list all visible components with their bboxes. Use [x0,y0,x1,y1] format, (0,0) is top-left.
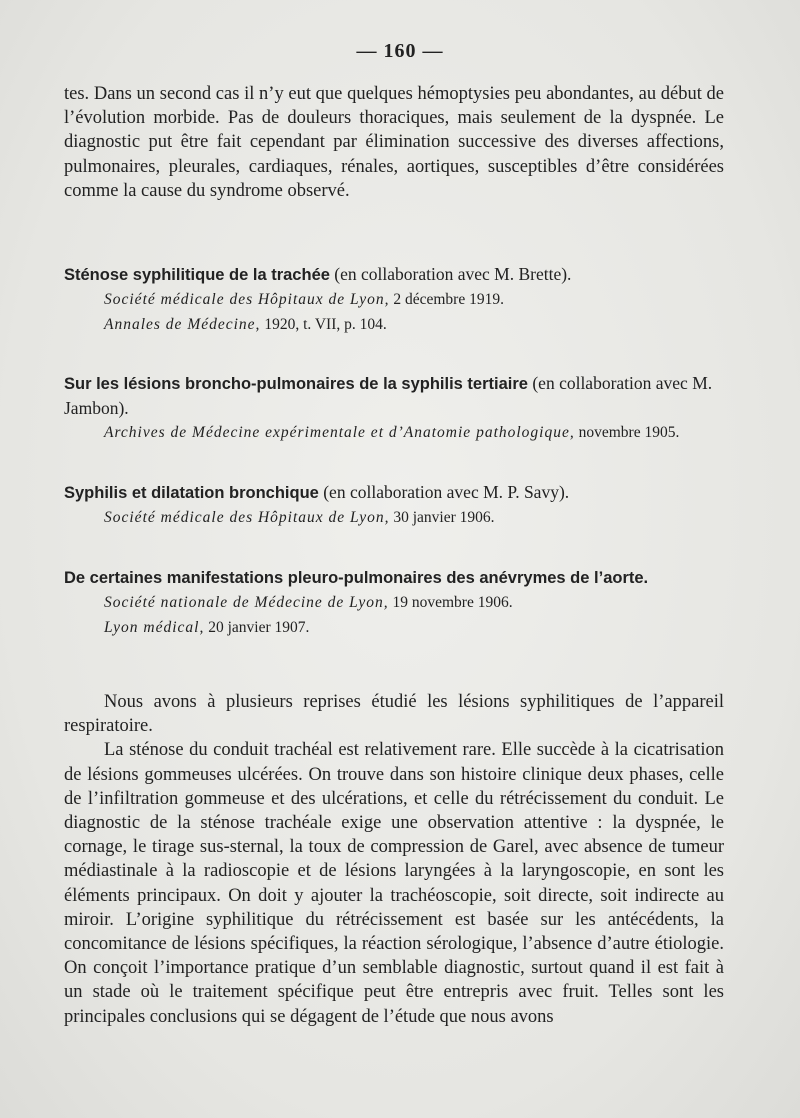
bibliography-entry [64,565,724,640]
entry-collaboration: (en collaboration avec M. Jambon). [64,373,713,418]
entry-reference [104,312,724,337]
reference-details: novembre 1905. [574,424,680,441]
reference-details: 19 novembre 1906. [388,594,513,611]
entry-collaboration: (en collaboration avec M. Brette). [329,264,572,284]
journal-name: Société médicale des Hôpitaux de Lyon, [104,291,390,308]
entry-title: Sur les lésions broncho-pulmonaires de la syphilis tertiaire [64,375,528,393]
journal-name: Archives de Médecine expérimentale et d’Anatomie pathologique, [104,424,575,441]
body-paragraph: La sténose du conduit trachéal est relativement rare. Elle succède à la cicatrisation de lésions gommeuses ulcérées. On trouve dans son histoire clinique deux phases, celle de l’infiltration gommeuse et des ulcérations, et celle du rétrécissement du conduit. Le diagnostic de la sténose trachéale exige une observation attentive : la dyspnée, le cornage, le tirage sus-sternal, la toux de compression de Garel, avec absence de tumeur médiastinale à la radioscopie et de lésions laryngées à la laryngoscopie, en sont les éléments principaux. On doit y ajouter la trachéoscopie, soit directe, soit indirecte au miroir. L’origine syphilitique du rétrécissement est basée sur les antécédents, la concomitance de lésions spécifiques, la réaction sérologique, l’absence d’autre étiologie. On conçoit l’importance pratique d’un semblable diagnostic, surtout quand il est fait à un stade où le traitement spécifique peut être entrepris avec fruit. Telles sont les principales conclusions qui se dégagent de l’étude que nous avons [64,740,724,1027]
entry-collaboration: (en collaboration avec M. P. Savy). [318,482,570,502]
entry-reference [104,590,724,615]
entry-title-line [64,565,724,590]
journal-name: Annales de Médecine, [104,316,261,333]
entry-reference [104,505,724,530]
entry-title: Syphilis et dilatation bronchique [64,484,319,502]
bibliography-entry [64,371,724,445]
entry-title-line [64,371,724,420]
reference-details: 30 janvier 1906. [389,509,495,526]
bibliography-entry [64,480,724,530]
entry-title: Sténose syphilitique de la trachée [64,266,330,284]
continued-paragraph: tes. Dans un second cas il n’y eut que quelques hémoptysies peu abondantes, au début de l’évolution morbide. Pas de douleurs thoraciques, mais seulement de la dyspnée. Le diagnostic put être fait cependant par élimination successive des diverses affections, pulmonaires, pleurales, cardiaques, rénales, aortiques, susceptibles d’être considérées comme la cause du syndrome observé. [64,84,724,201]
reference-details: 20 janvier 1907. [204,619,310,636]
journal-name: Société nationale de Médecine de Lyon, [104,594,389,611]
bibliography-entry [64,262,724,337]
entry-title-line [64,480,724,505]
entry-reference [104,615,724,640]
entry-reference [104,287,724,312]
journal-name: Société médicale des Hôpitaux de Lyon, [104,509,390,526]
body-paragraph: Nous avons à plusieurs reprises étudié les lésions syphilitiques de l’appareil respiratoire. [64,692,724,737]
journal-name: Lyon médical, [104,619,205,636]
body-text [64,690,724,1029]
entry-reference [104,420,724,445]
entry-title-line [64,262,724,287]
reference-details: 1920, t. VII, p. 104. [260,316,387,333]
page-number: — 160 — [356,40,444,62]
reference-details: 2 décembre 1919. [389,291,504,308]
entry-title: De certaines manifestations pleuro-pulmonaires des anévrymes de l’aorte. [64,569,649,587]
